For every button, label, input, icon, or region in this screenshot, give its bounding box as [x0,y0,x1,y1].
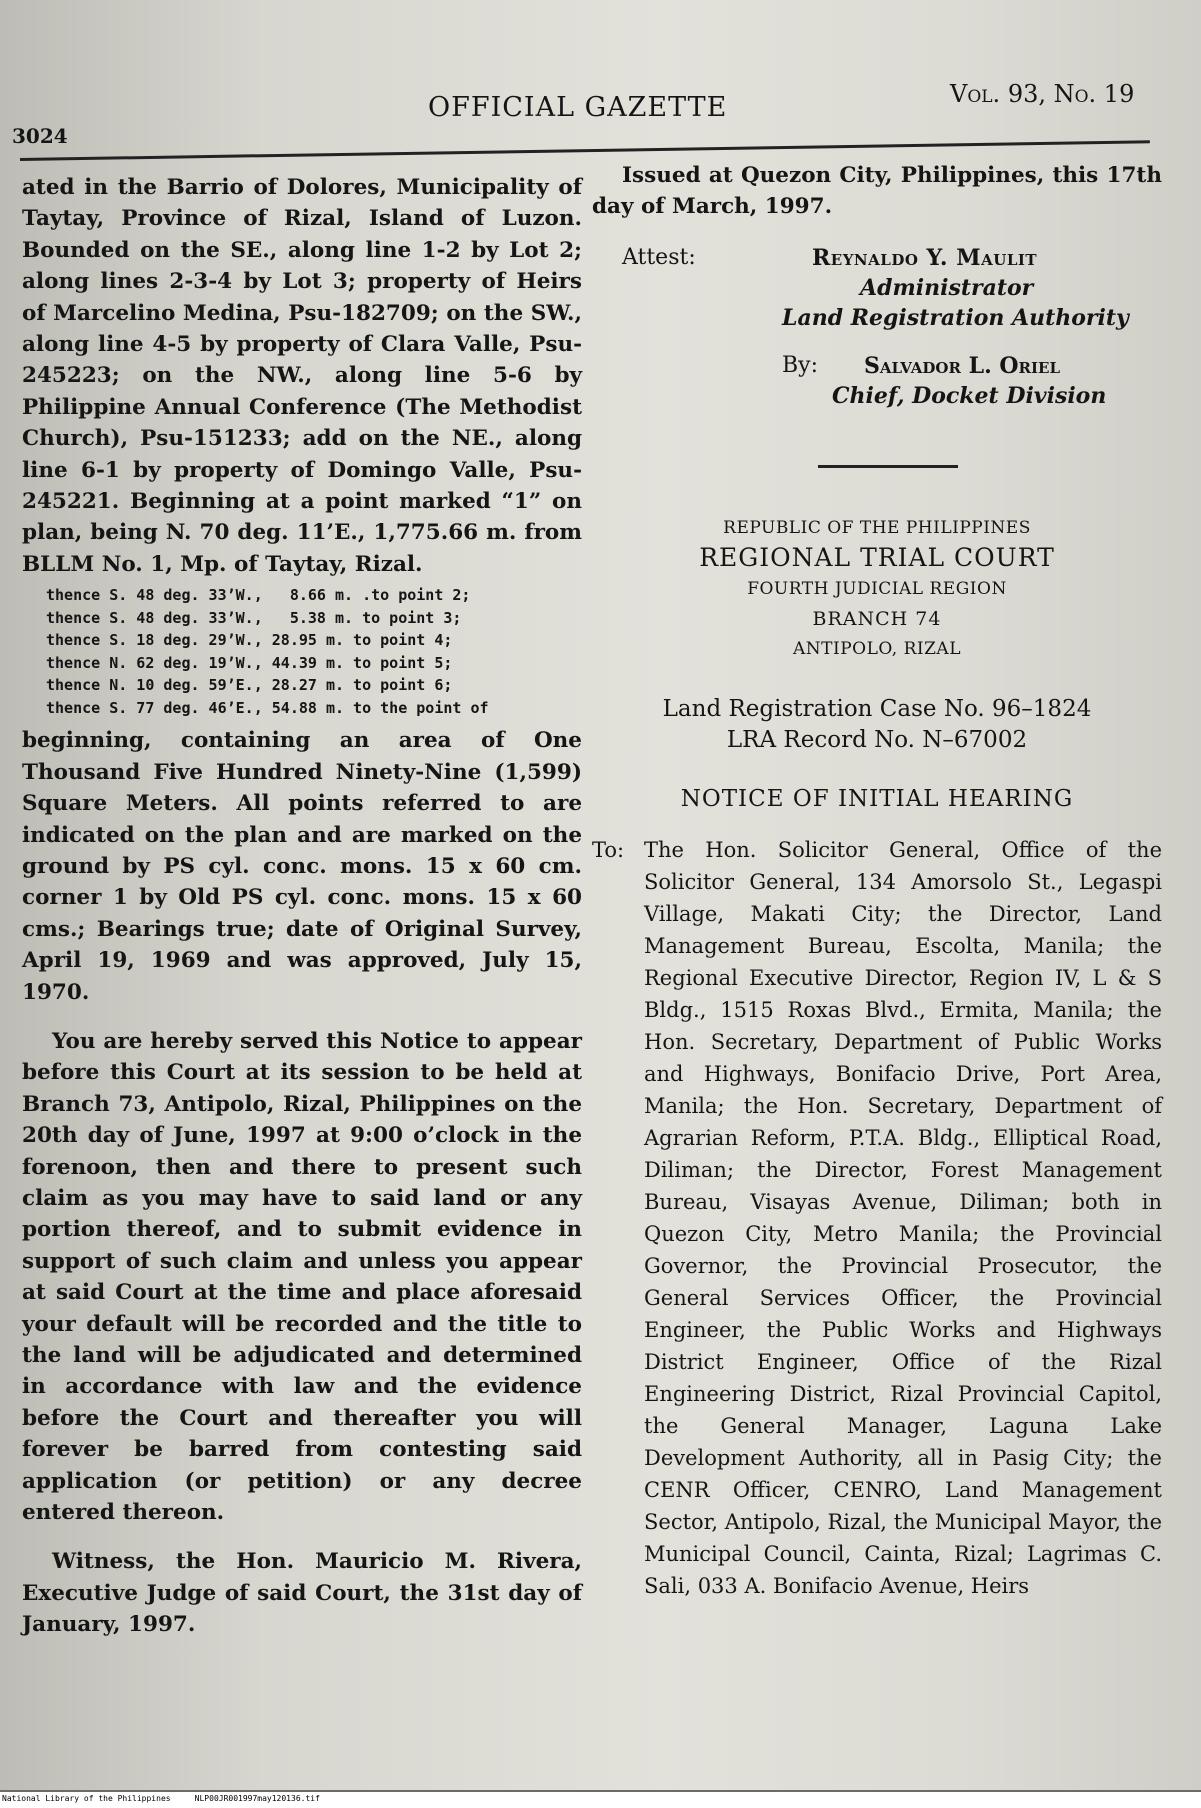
by-label: By: [782,352,819,378]
court-location: ANTIPOLO, RIZAL [792,638,961,659]
witness-paragraph: Witness, the Hon. Mauricio M. Rivera, Executive Judge of said Court, the 31st day of January, 1997. [22,1549,582,1638]
case-number: Land Registration Case No. 96–1824 [662,695,1092,722]
bearing-line: thence S. 77 deg. 46’E., 54.88 m. to the point of [46,698,489,717]
footer-filename: NLP00JR001997may120136.tif [194,1794,320,1803]
bearing-line: thence N. 62 deg. 19’W., 44.39 m. to point 5; [46,653,453,672]
attest-name: Reynaldo Y. Maulit [812,244,1038,271]
header-rule [20,140,1150,161]
case-numbers [592,694,1162,756]
section-divider [818,465,958,468]
lra-record-number: LRA Record No. N–67002 [726,726,1028,753]
bearings-list [46,584,582,719]
attestation-block [592,223,1162,413]
court-name: REGIONAL TRIAL COURT [699,542,1055,572]
addressees-block [592,834,1162,1602]
volume-number: Vol. 93, No. 19 [950,80,1135,108]
attest-label: Attest: [622,244,696,270]
attest-title: Administrator [860,274,1034,301]
bearing-line: thence S. 48 deg. 33’W., 5.38 m. to point 3; [46,608,462,627]
by-title: Chief, Docket Division [832,382,1107,409]
bearing-line: thence N. 10 deg. 59’E., 28.27 m. to point 6; [46,676,453,695]
to-label: To: [592,837,625,862]
notice-title: NOTICE OF INITIAL HEARING [680,785,1074,812]
footer-source: National Library of the Philippines [2,1794,171,1803]
scan-footer [0,1792,1201,1808]
court-branch: BRANCH 74 [812,607,942,630]
area-paragraph: beginning, containing an area of One Thousand Five Hundred Ninety-Nine (1,599) Square Meters. All points referred to are indicated on the plan and are marked on the ground by PS cyl. conc. mons. 15 x 60 cm. corner 1 by Old PS cyl. conc. mons. 15 x 60 cms.; Bearings true; date of Original Survey, April 19, 1969 and was approved, July 15, 1970. [22,728,582,1005]
property-description: ated in the Barrio of Dolores, Municipality of Taytay, Province of Rizal, Island of Luzon. Bounded on the SE., along line 1-2 by Lot 2; along lines 2-3-4 by Lot 3; property of Heirs of Marcelino Medina, Psu-182709; on the SW., along line 4-5 by property of Clara Valle, Psu-245223; on the NW., along line 5-6 by Philippine Annual Conference (The Methodist Church), Psu-151233; add on the NE., along line 6-1 by property of Domingo Valle, Psu-245221. Beginning at a point marked “1” on plan, being N. 70 deg. 11’E., 1,775.66 m. from BLLM No. 1, Mp. of Taytay, Rizal. [22,175,582,577]
bearing-line: thence S. 48 deg. 33’W., 8.66 m. .to point 2; [46,586,471,605]
right-column [592,160,1162,1602]
addressees-text: The Hon. Solicitor General, Office of the Solicitor General, 134 Amorsolo St., Legaspi Village, Makati City; the Director, Land Management Bureau, Escolta, Manila; the Regional Executive Director, Region IV, L & S Bldg., 1515 Roxas Blvd., Ermita, Manila; the Hon. Secretary, Department of Public Works and Highways, Bonifacio Drive, Port Area, Manila; the Hon. Secretary, Department of Agrarian Reform, P.T.A. Bldg., Elliptical Road, Diliman; the Director, Forest Management Bureau, Visayas Avenue, Diliman; both in Quezon City, Metro Manila; the Provincial Governor, the Provincial Prosecutor, the General Services Officer, the Provincial Engineer, the Public Works and Highways District Engineer, Office of the Rizal Engineering District, Rizal Provincial Capitol, the General Manager, Laguna Lake Development Authority, all in Pasig City; the CENR Officer, CENRO, Land Management Sector, Antipolo, Rizal, the Municipal Mayor, the Municipal Council, Cainta, Rizal; Lagrimas C. Sali, 033 A. Bonifacio Avenue, Heirs [644,837,1162,1598]
by-name: Salvador L. Oriel [864,352,1061,379]
left-column [22,172,582,1641]
court-republic: REPUBLIC OF THE PHILIPPINES [723,517,1031,538]
page-number: 3024 [12,124,68,148]
attest-agency: Land Registration Authority [782,304,1129,331]
bearing-line: thence S. 18 deg. 29’W., 28.95 m. to point 4; [46,631,453,650]
issued-paragraph: Issued at Quezon City, Philippines, this 17th day of March, 1997. [592,163,1162,220]
page-header [0,78,1201,158]
notice-paragraph: You are hereby served this Notice to appear before this Court at its session to be held at Branch 73, Antipolo, Rizal, Philippines on the 20th day of June, 1997 at 9:00 o’clock in the forenoon, then and there to present such claim as you may have to said land or any portion thereof, and to submit evidence in support of such claim and unless you appear at said Court at the time and place aforesaid your default will be recorded and the title to the land will be adjudicated and determined in accordance with law and the evidence before the Court and thereafter you will forever be barred from contesting said application (or petition) or any decree entered thereon. [22,1028,582,1526]
gazette-title: OFFICIAL GAZETTE [428,92,728,123]
court-region: FOURTH JUDICIAL REGION [747,578,1007,599]
court-heading [592,514,1162,664]
